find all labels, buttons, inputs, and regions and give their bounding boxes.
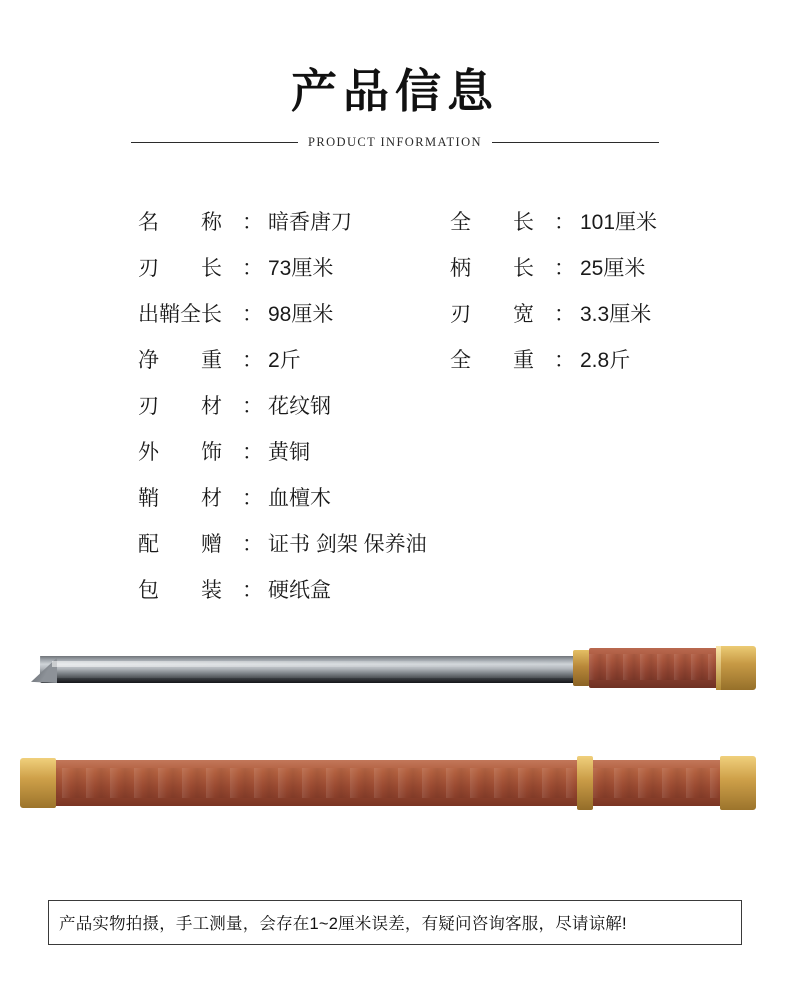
spec-value: 证书 剑架 保养油	[268, 532, 427, 556]
spec-item-name	[138, 206, 450, 236]
spec-value: 黄铜	[268, 440, 310, 464]
sword-pommel	[716, 646, 756, 690]
spec-value: 73厘米	[268, 256, 334, 280]
spec-value: 血檀木	[268, 486, 331, 510]
spec-item-accessories	[138, 528, 450, 558]
spec-value: 2.8斤	[580, 348, 631, 372]
spec-item-total-length	[450, 206, 657, 236]
spec-colon: ：	[242, 486, 263, 510]
spec-value: 3.3厘米	[580, 302, 652, 326]
spec-item-handle-length	[450, 252, 645, 282]
page-header	[0, 0, 790, 150]
disclaimer-note: 产品实物拍摄，手工测量，会存在1~2厘米误差，有疑问咨询客服，尽请谅解!	[48, 900, 742, 945]
scabbard-grain	[38, 768, 728, 798]
spec-label: 出鞘全长	[138, 302, 222, 326]
spec-item-scabbard-material	[138, 482, 450, 512]
scabbard-tip-fitting	[20, 758, 56, 808]
spec-value: 暗香唐刀	[268, 210, 352, 234]
spec-label: 包 装	[138, 578, 222, 602]
spec-colon: ：	[242, 348, 263, 372]
spec-colon: ：	[242, 256, 263, 280]
spec-colon: ：	[554, 302, 575, 326]
spec-item-total-weight	[450, 344, 630, 374]
sword-handle-grain	[589, 654, 719, 680]
spec-label: 刃 长	[138, 256, 222, 280]
spec-row	[138, 298, 790, 328]
product-image-area	[0, 634, 790, 904]
product-image-sword-sheathed	[20, 754, 756, 816]
spec-label: 柄 长	[450, 256, 534, 280]
spec-label: 刃 材	[138, 394, 222, 418]
page-subtitle: PRODUCT INFORMATION	[308, 134, 482, 149]
spec-colon: ：	[242, 394, 263, 418]
spec-value: 101厘米	[580, 210, 658, 234]
spec-label: 鞘 材	[138, 486, 222, 510]
spec-label: 全 长	[450, 210, 534, 234]
sword-blade-edge	[40, 678, 577, 683]
scabbard-collar-fitting	[577, 756, 593, 810]
spec-colon: ：	[242, 210, 263, 234]
spec-row	[138, 344, 790, 374]
sword-blade-sheen	[52, 661, 557, 667]
spec-row	[138, 482, 790, 512]
spec-item-fittings	[138, 436, 450, 466]
specification-table	[0, 206, 790, 604]
spec-item-blade-material	[138, 390, 450, 420]
sword-blade	[40, 656, 575, 680]
spec-label: 全 重	[450, 348, 534, 372]
header-divider	[0, 135, 790, 150]
spec-colon: ：	[554, 348, 575, 372]
spec-colon: ：	[242, 302, 263, 326]
spec-colon: ：	[554, 210, 575, 234]
spec-label: 名 称	[138, 210, 222, 234]
spec-colon: ：	[242, 532, 263, 556]
spec-label: 净 重	[138, 348, 222, 372]
spec-row	[138, 436, 790, 466]
divider-line-left	[131, 142, 298, 143]
sword-pommel-band	[716, 646, 721, 690]
spec-row	[138, 252, 790, 282]
spec-item-blade-length	[138, 252, 450, 282]
spec-item-blade-width	[450, 298, 651, 328]
spec-item-unsheathed-length	[138, 298, 450, 328]
divider-line-right	[492, 142, 659, 143]
spec-value: 2斤	[268, 348, 301, 372]
scabbard-mouth-fitting	[720, 756, 756, 810]
spec-row	[138, 528, 790, 558]
spec-colon: ：	[242, 440, 263, 464]
spec-label: 配 赠	[138, 532, 222, 556]
spec-label: 外 饰	[138, 440, 222, 464]
spec-item-net-weight	[138, 344, 450, 374]
page-title: 产品信息	[291, 66, 499, 117]
sword-guard	[573, 650, 590, 686]
spec-value: 98厘米	[268, 302, 334, 326]
spec-value: 硬纸盒	[268, 578, 331, 602]
spec-value: 25厘米	[580, 256, 646, 280]
spec-value: 花纹钢	[268, 394, 331, 418]
product-image-sword-unsheathed	[40, 634, 756, 704]
spec-item-packaging	[138, 574, 450, 604]
spec-row	[138, 390, 790, 420]
spec-colon: ：	[554, 256, 575, 280]
spec-row	[138, 574, 790, 604]
spec-row	[138, 206, 790, 236]
spec-label: 刃 宽	[450, 302, 534, 326]
spec-colon: ：	[242, 578, 263, 602]
